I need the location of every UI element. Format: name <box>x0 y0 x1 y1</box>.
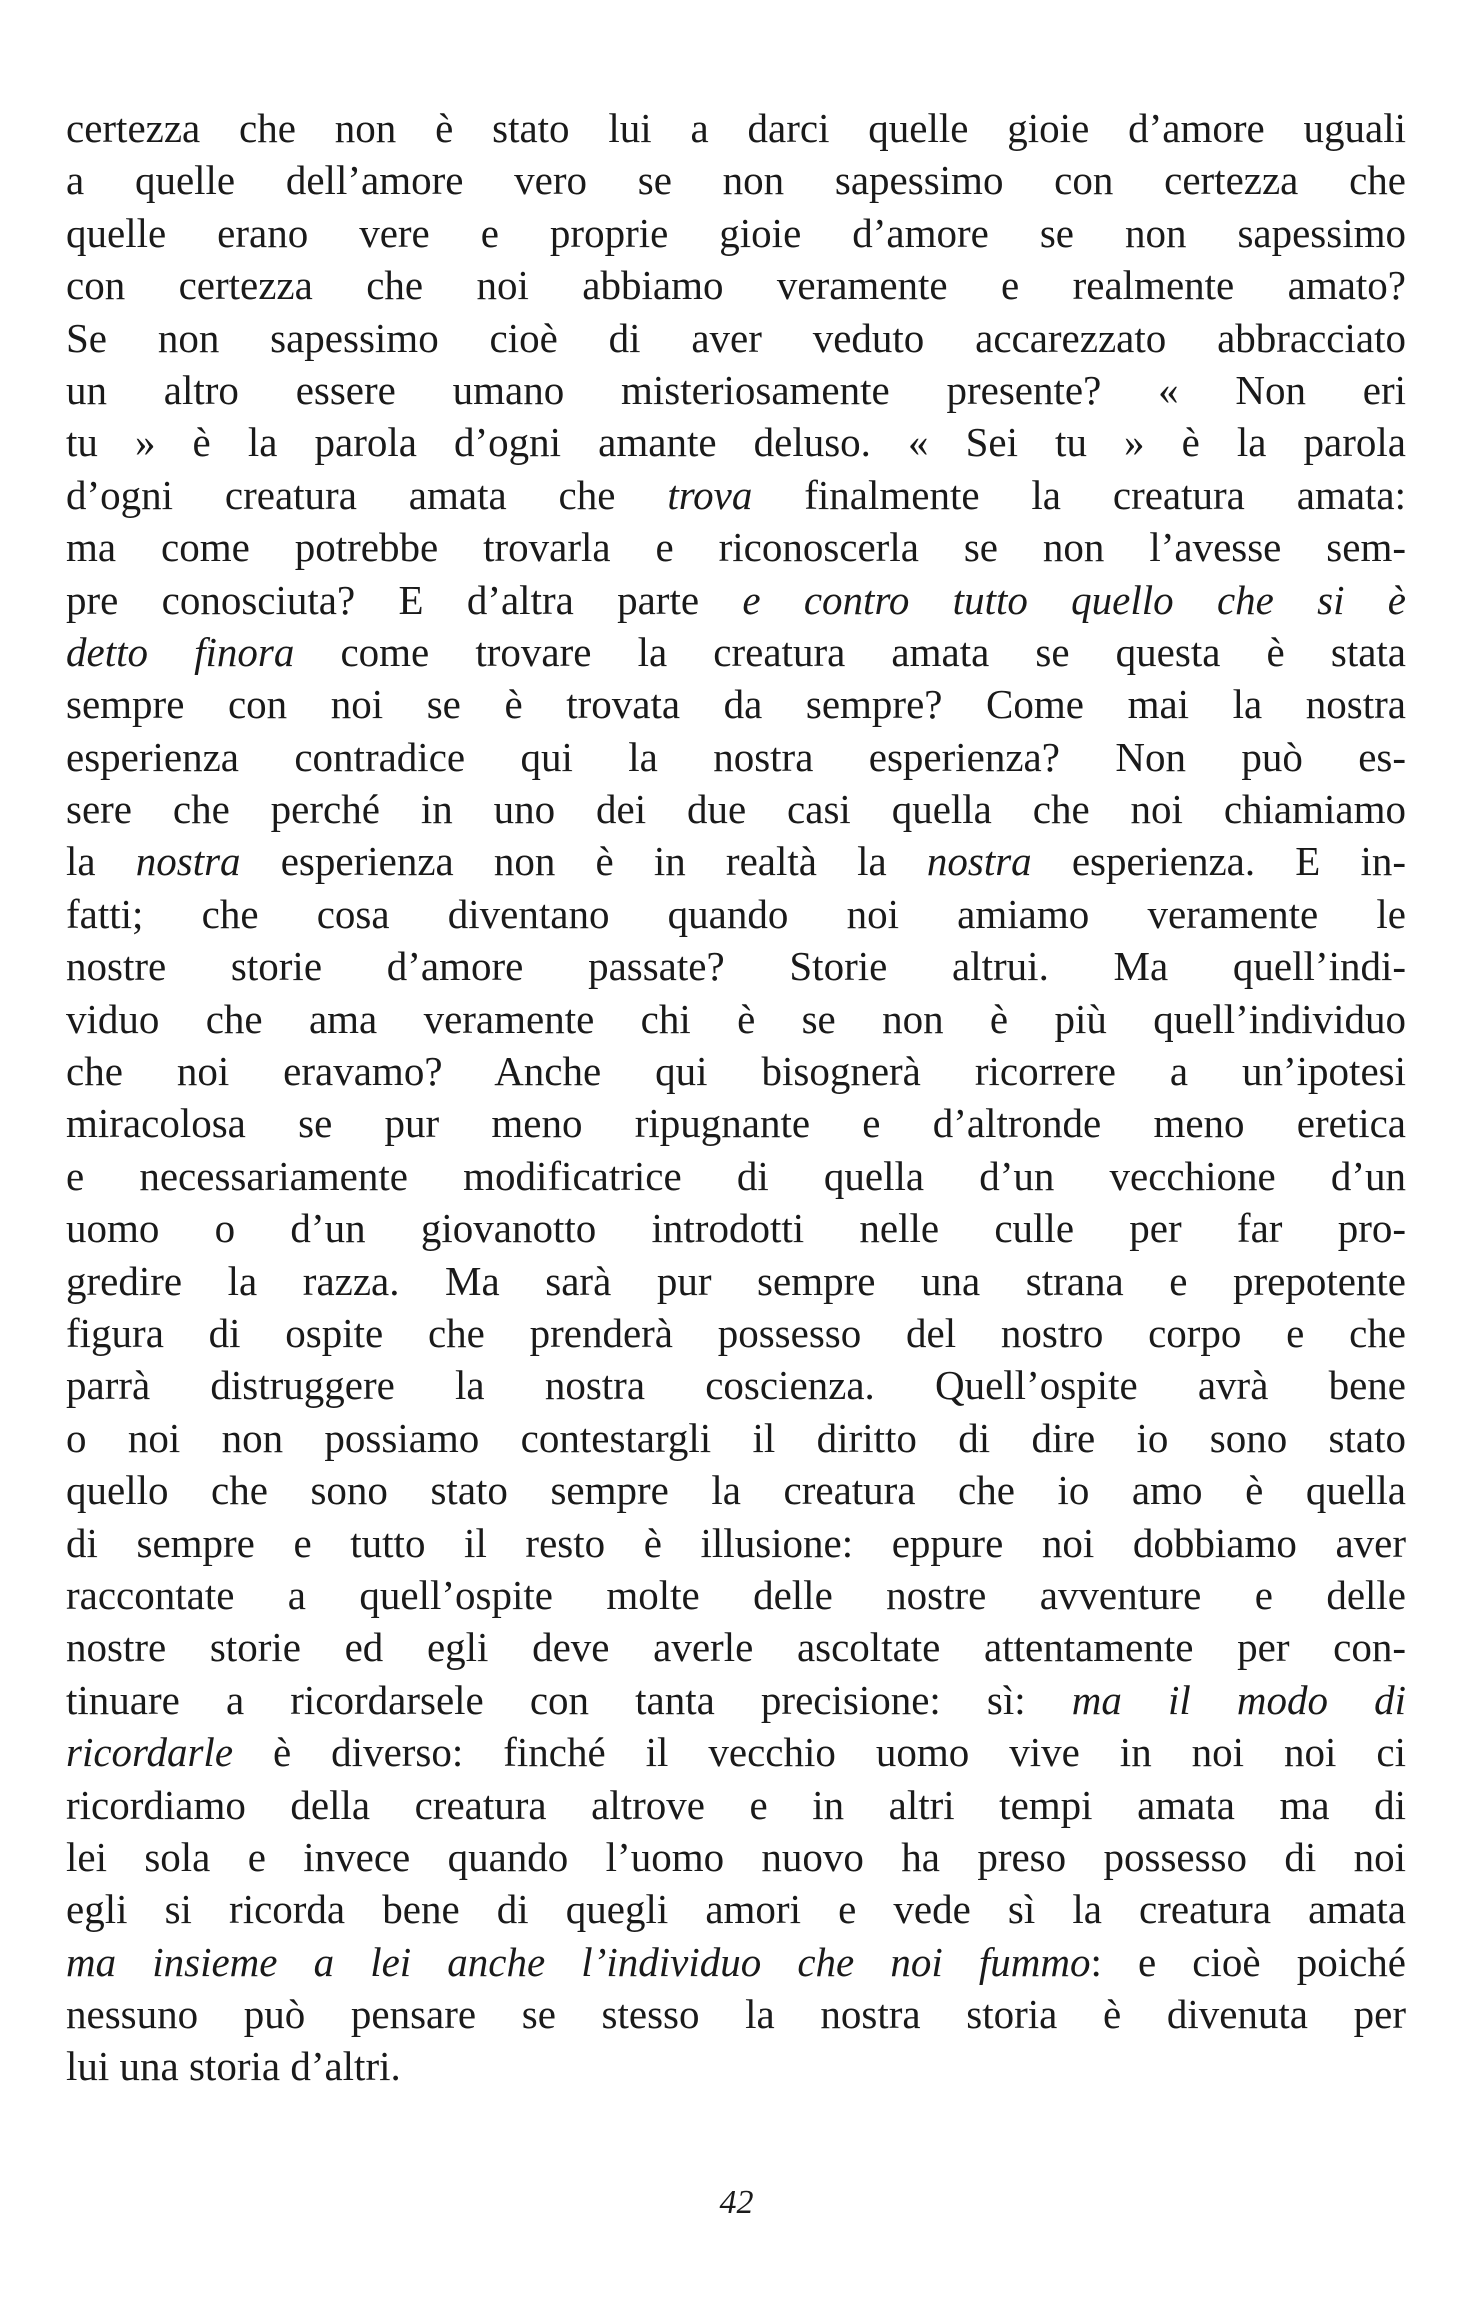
text-segment: lui una storia d’altri. <box>66 2043 401 2090</box>
text-line <box>66 1726 1406 1778</box>
text-segment: finalmente la creatura amata: <box>752 471 1406 518</box>
text-segment: Se non sapessimo cioè di aver veduto accarezzato abbracciato <box>66 314 1406 361</box>
italic-text: trova <box>667 471 753 518</box>
italic-text: nostra <box>926 838 1032 885</box>
text-line <box>66 102 1406 154</box>
text-line <box>66 1517 1406 1569</box>
text-line <box>66 1621 1406 1673</box>
text-line <box>66 1255 1406 1307</box>
text-segment: fatti; che cosa diventano quando noi amiamo veramente le <box>66 890 1406 937</box>
italic-text: ma insieme a lei anche l’individuo che noi fummo <box>66 1938 1091 1985</box>
text-line <box>66 1936 1406 1988</box>
text-line <box>66 1307 1406 1359</box>
text-segment: nostre storie d’amore passate? Storie altrui. Ma quell’indi- <box>66 943 1406 990</box>
text-segment: figura di ospite che prenderà possesso del nostro corpo e che <box>66 1309 1406 1356</box>
text-segment: ricordiamo della creatura altrove e in altri tempi amata ma di <box>66 1781 1406 1828</box>
text-line <box>66 1045 1406 1097</box>
text-segment: un altro essere umano misteriosamente presente? « Non eri <box>66 366 1406 413</box>
text-line <box>66 416 1406 468</box>
text-segment: : e cioè poiché <box>1090 1938 1406 1985</box>
text-line <box>66 312 1406 364</box>
text-segment: nessuno può pensare se stesso la nostra storia è divenuta per <box>66 1991 1406 2038</box>
italic-text: nostra <box>135 838 241 885</box>
text-segment: esperienza contradice qui la nostra esperienza? Non può es- <box>66 733 1406 780</box>
text-line <box>66 1150 1406 1202</box>
text-segment: lei sola e invece quando l’uomo nuovo ha preso possesso di noi <box>66 1833 1406 1880</box>
text-segment: è diverso: finché il vecchio uomo vive in noi noi ci <box>233 1729 1406 1776</box>
text-line <box>66 940 1406 992</box>
text-segment: d’ogni creatura amata che <box>66 471 668 518</box>
text-line <box>66 259 1406 311</box>
text-segment: tinuare a ricordarsele con tanta precisione: sì: <box>66 1676 1072 1723</box>
text-segment: quelle erano vere e proprie gioie d’amore se non sapessimo <box>66 209 1406 256</box>
text-segment: sempre con noi se è trovata da sempre? Come mai la nostra <box>66 681 1406 728</box>
text-line <box>66 469 1406 521</box>
text-line <box>66 835 1406 887</box>
text-segment: di sempre e tutto il resto è illusione: eppure noi dobbiamo aver <box>66 1519 1406 1566</box>
italic-text: ma il modo di <box>1071 1676 1406 1723</box>
text-line <box>66 993 1406 1045</box>
text-line <box>66 1779 1406 1831</box>
text-segment: gredire la razza. Ma sarà pur sempre una strana e prepotente <box>66 1257 1406 1304</box>
text-segment: pre conosciuta? E d’altra parte <box>66 576 743 623</box>
text-segment: tu » è la parola d’ogni amante deluso. « Sei tu » è la parola <box>66 419 1406 466</box>
text-segment: esperienza. E in- <box>1031 838 1406 885</box>
text-segment: quello che sono stato sempre la creatura che io amo è quella <box>66 1467 1406 1514</box>
text-segment: ma come potrebbe trovarla e riconoscerla se non l’avesse sem- <box>66 524 1406 571</box>
text-segment: uomo o d’un giovanotto introdotti nelle culle per far pro- <box>66 1205 1406 1252</box>
text-segment: con certezza che noi abbiamo veramente e realmente amato? <box>66 262 1406 309</box>
text-segment: sere che perché in uno dei due casi quella che noi chiamiamo <box>66 786 1406 833</box>
italic-text: detto finora <box>66 628 295 675</box>
text-line <box>66 1412 1406 1464</box>
text-segment: egli si ricorda bene di quegli amori e vede sì la creatura amata <box>66 1886 1406 1933</box>
text-segment: viduo che ama veramente chi è se non è più quell’individuo <box>66 995 1406 1042</box>
text-segment: nostre storie ed egli deve averle ascoltate attentamente per con- <box>66 1624 1406 1671</box>
text-line <box>66 1359 1406 1411</box>
text-line <box>66 207 1406 259</box>
text-segment: parrà distruggere la nostra coscienza. Quell’ospite avrà bene <box>66 1362 1406 1409</box>
text-line <box>66 364 1406 416</box>
text-line <box>66 1464 1406 1516</box>
text-segment: esperienza non è in realtà la <box>240 838 927 885</box>
text-line <box>66 783 1406 835</box>
text-line <box>66 1988 1406 2040</box>
page-number: 42 <box>719 2184 754 2221</box>
italic-text: e contro tutto quello che si è <box>742 576 1406 623</box>
text-line <box>66 626 1406 678</box>
text-line <box>66 1202 1406 1254</box>
body-text <box>66 102 1406 2093</box>
text-line <box>66 2040 1406 2092</box>
text-line <box>66 731 1406 783</box>
text-segment: come trovare la creatura amata se questa è stata <box>294 628 1407 675</box>
italic-text: ricordarle <box>66 1729 234 1776</box>
text-line <box>66 1831 1406 1883</box>
text-line <box>66 1674 1406 1726</box>
text-line <box>66 678 1406 730</box>
text-line <box>66 574 1406 626</box>
text-segment: la <box>66 838 136 885</box>
text-segment: a quelle dell’amore vero se non sapessimo con certezza che <box>66 157 1406 204</box>
text-segment: certezza che non è stato lui a darci quelle gioie d’amore uguali <box>66 105 1406 151</box>
text-line <box>66 154 1406 206</box>
text-line <box>66 1883 1406 1935</box>
text-segment: che noi eravamo? Anche qui bisognerà ricorrere a un’ipotesi <box>66 1048 1406 1095</box>
text-line <box>66 888 1406 940</box>
text-line <box>66 521 1406 573</box>
text-line <box>66 1097 1406 1149</box>
text-segment: raccontate a quell’ospite molte delle nostre avventure e delle <box>66 1571 1406 1618</box>
text-segment: o noi non possiamo contestargli il diritto di dire io sono stato <box>66 1414 1406 1461</box>
text-line <box>66 1569 1406 1621</box>
text-segment: miracolosa se pur meno ripugnante e d’altronde meno eretica <box>66 1100 1406 1147</box>
text-segment: e necessariamente modificatrice di quella d’un vecchione d’un <box>66 1152 1406 1199</box>
